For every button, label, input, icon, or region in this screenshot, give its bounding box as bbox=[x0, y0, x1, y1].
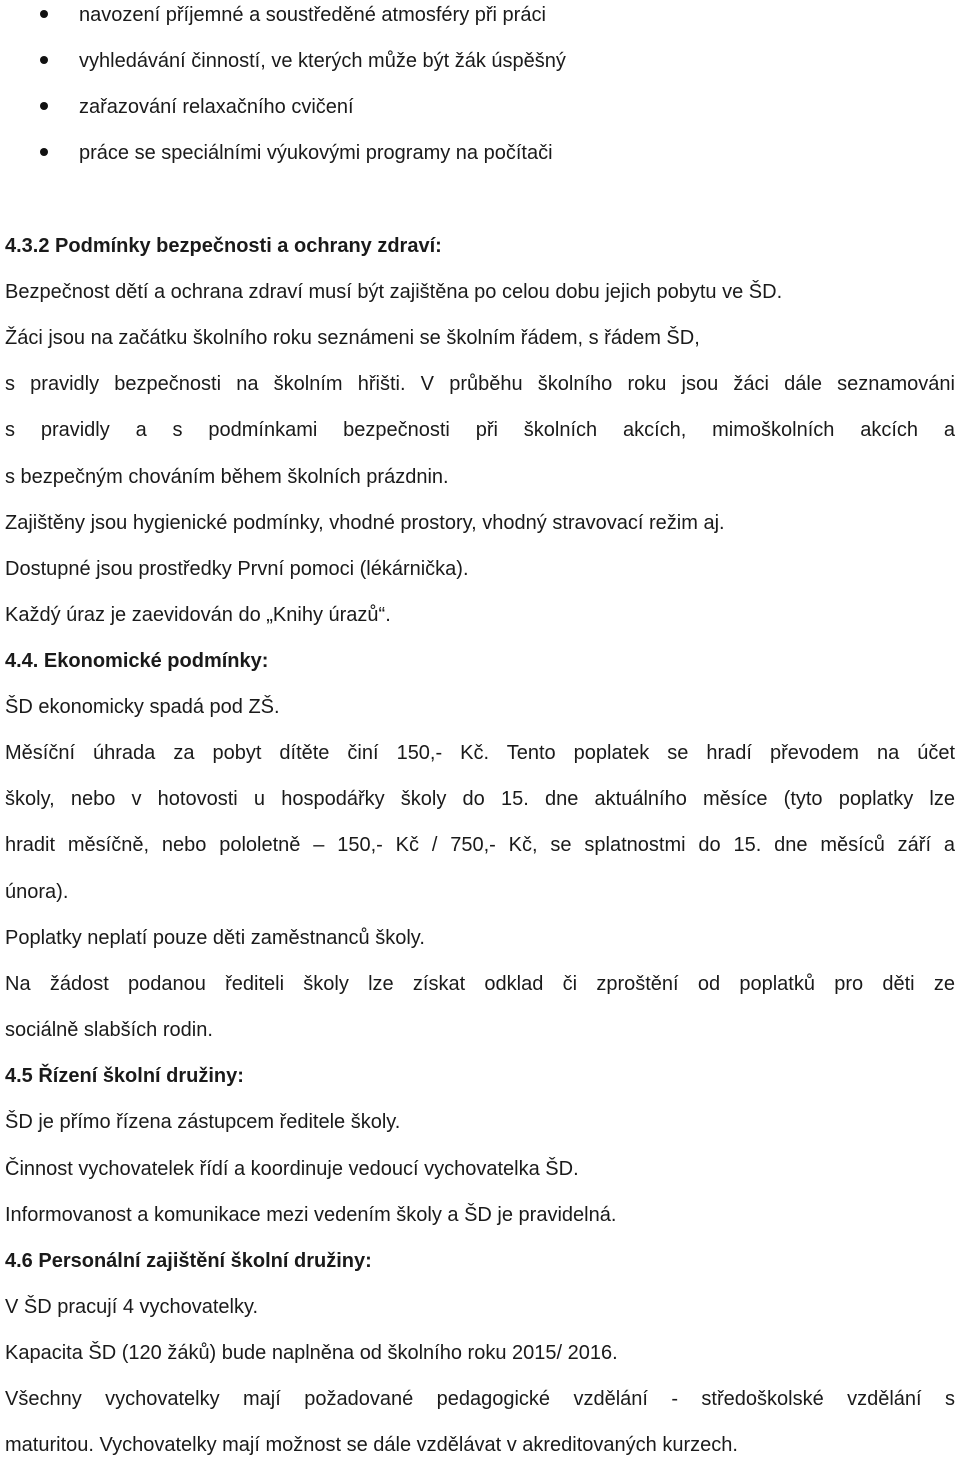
section-heading-management: 4.5 Řízení školní družiny: bbox=[5, 1065, 244, 1087]
bullet-dot-icon bbox=[40, 148, 48, 156]
paragraph-line: února). bbox=[5, 881, 69, 903]
paragraph-line: Na žádost podanou řediteli školy lze získat odklad či zproštění od poplatků pro děti ze bbox=[5, 973, 955, 995]
paragraph-line: školy, nebo v hotovosti u hospodářky školy do 15. dne aktuálního měsíce (tyto poplatky lze bbox=[5, 788, 955, 810]
paragraph-line: Každý úraz je zaevidován do „Knihy úrazů“. bbox=[5, 604, 391, 626]
paragraph-line: Činnost vychovatelek řídí a koordinuje vedoucí vychovatelka ŠD. bbox=[5, 1158, 579, 1180]
section-heading-safety: 4.3.2 Podmínky bezpečnosti a ochrany zdraví: bbox=[5, 235, 442, 257]
section-heading-economic: 4.4. Ekonomické podmínky: bbox=[5, 650, 269, 672]
paragraph-line: maturitou. Vychovatelky mají možnost se dále vzdělávat v akreditovaných kurzech. bbox=[5, 1434, 738, 1456]
paragraph-line: hradit měsíčně, nebo pololetně – 150,- Kč / 750,- Kč, se splatnostmi do 15. dne měsíců září a bbox=[5, 834, 955, 856]
list-item: zařazování relaxačního cvičení bbox=[79, 96, 354, 118]
list-item: vyhledávání činností, ve kterých může být žák úspěšný bbox=[79, 50, 566, 72]
section-heading-personnel: 4.6 Personální zajištění školní družiny: bbox=[5, 1250, 372, 1272]
paragraph-line: Žáci jsou na začátku školního roku seznámeni se školním řádem, s řádem ŠD, bbox=[5, 327, 700, 349]
bullet-dot-icon bbox=[40, 10, 48, 18]
paragraph-line: Měsíční úhrada za pobyt dítěte činí 150,- Kč. Tento poplatek se hradí převodem na účet bbox=[5, 742, 955, 764]
paragraph-line: ŠD je přímo řízena zástupcem ředitele školy. bbox=[5, 1111, 401, 1133]
paragraph-line: s pravidly bezpečnosti na školním hřišti. V průběhu školního roku jsou žáci dále seznamováni bbox=[5, 373, 955, 395]
paragraph-line: ŠD ekonomicky spadá pod ZŠ. bbox=[5, 696, 280, 718]
paragraph-line: sociálně slabších rodin. bbox=[5, 1019, 213, 1041]
list-item: práce se speciálními výukovými programy na počítači bbox=[79, 142, 553, 164]
paragraph-line: Všechny vychovatelky mají požadované pedagogické vzdělání - středoškolské vzdělání s bbox=[5, 1388, 955, 1410]
paragraph-line: Informovanost a komunikace mezi vedením školy a ŠD je pravidelná. bbox=[5, 1204, 617, 1226]
paragraph-line: s pravidly a s podmínkami bezpečnosti při školních akcích, mimoškolních akcích a bbox=[5, 419, 955, 441]
paragraph-line: Bezpečnost dětí a ochrana zdraví musí být zajištěna po celou dobu jejich pobytu ve ŠD. bbox=[5, 281, 783, 303]
bullet-dot-icon bbox=[40, 56, 48, 64]
paragraph-line: Poplatky neplatí pouze děti zaměstnanců školy. bbox=[5, 927, 425, 949]
paragraph-line: Zajištěny jsou hygienické podmínky, vhodné prostory, vhodný stravovací režim aj. bbox=[5, 512, 725, 534]
paragraph-line: V ŠD pracují 4 vychovatelky. bbox=[5, 1296, 259, 1318]
paragraph-line: Kapacita ŠD (120 žáků) bude naplněna od školního roku 2015/ 2016. bbox=[5, 1342, 618, 1364]
paragraph-line: Dostupné jsou prostředky První pomoci (lékárnička). bbox=[5, 558, 469, 580]
list-item: navození příjemné a soustředěné atmosféry při práci bbox=[79, 4, 546, 26]
paragraph-line: s bezpečným chováním během školních prázdnin. bbox=[5, 466, 449, 488]
bullet-dot-icon bbox=[40, 102, 48, 110]
